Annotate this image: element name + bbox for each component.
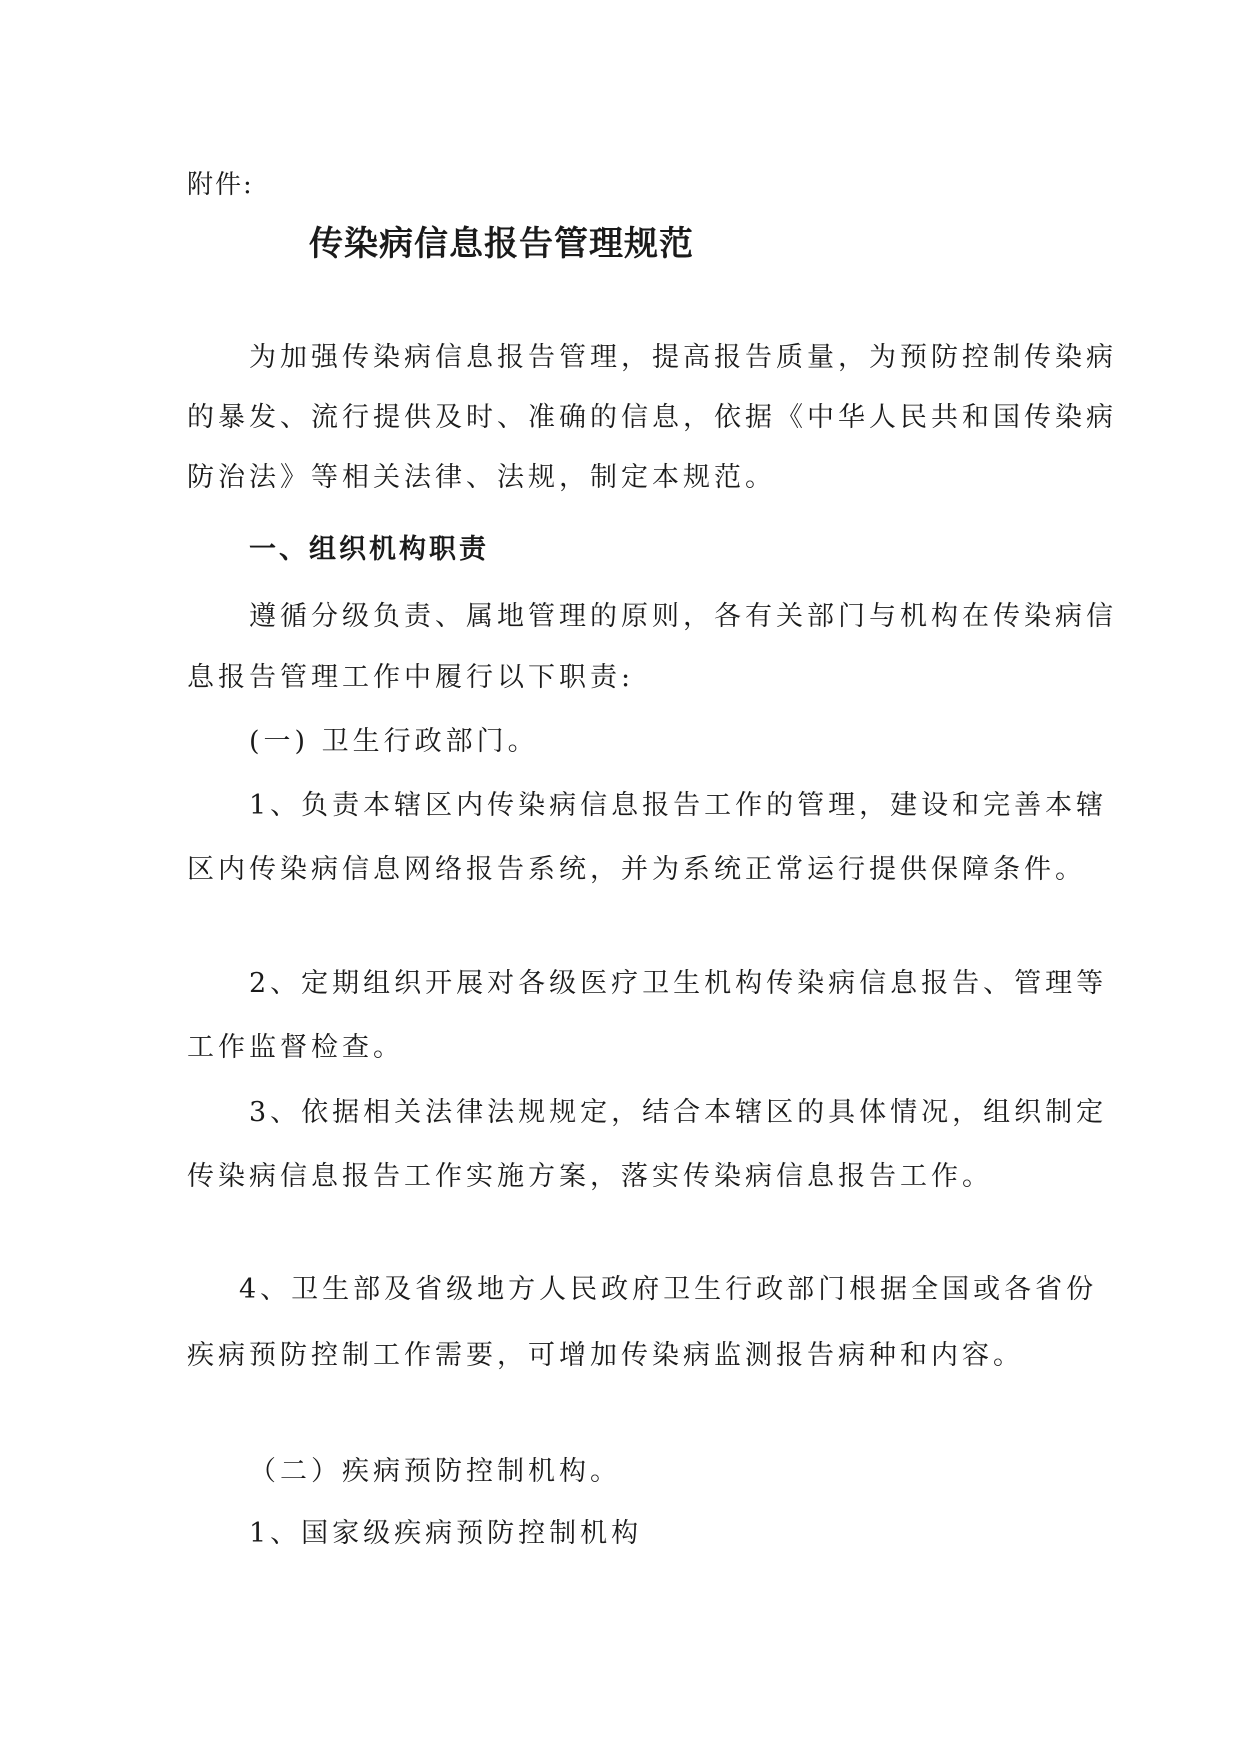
intro-line-3: 防治法》等相关法律、法规，制定本规范。 xyxy=(187,462,776,493)
sub1-item-4-line-2: 疾病预防控制工作需要，可增加传染病监测报告病种和内容。 xyxy=(187,1340,1024,1371)
sub1-item-2-line-2: 工作监督检查。 xyxy=(187,1032,404,1063)
intro-line-2: 的暴发、流行提供及时、准确的信息，依据《中华人民共和国传染病 xyxy=(187,402,1117,433)
sub1-item-2-line-1: 2、定期组织开展对各级医疗卫生机构传染病信息报告、管理等 xyxy=(249,968,1108,999)
document-title: 传染病信息报告管理规范 xyxy=(309,224,694,264)
sub1-item-1-line-1: 1、负责本辖区内传染病信息报告工作的管理，建设和完善本辖 xyxy=(249,790,1108,821)
subsection-heading-1: (一) 卫生行政部门。 xyxy=(249,726,539,757)
sub1-item-3-line-1: 3、依据相关法律法规规定，结合本辖区的具体情况，组织制定 xyxy=(249,1097,1108,1128)
intro-line-1: 为加强传染病信息报告管理，提高报告质量，为预防控制传染病 xyxy=(249,342,1117,373)
sub2-item-1: 1、国家级疾病预防控制机构 xyxy=(249,1518,643,1549)
sub1-item-1-line-2: 区内传染病信息网络报告系统，并为系统正常运行提供保障条件。 xyxy=(187,854,1086,885)
section1-intro-line-2: 息报告管理工作中履行以下职责: xyxy=(187,662,635,693)
attachment-label: 附件: xyxy=(187,170,254,200)
section1-intro-line-1: 遵循分级负责、属地管理的原则，各有关部门与机构在传染病信 xyxy=(249,601,1117,632)
section-heading-1: 一、组织机构职责 xyxy=(249,534,489,565)
subsection-heading-2: （二）疾病预防控制机构。 xyxy=(249,1456,621,1487)
sub1-item-4-line-1: 4、卫生部及省级地方人民政府卫生行政部门根据全国或各省份 xyxy=(239,1274,1098,1305)
sub1-item-3-line-2: 传染病信息报告工作实施方案，落实传染病信息报告工作。 xyxy=(187,1161,993,1192)
